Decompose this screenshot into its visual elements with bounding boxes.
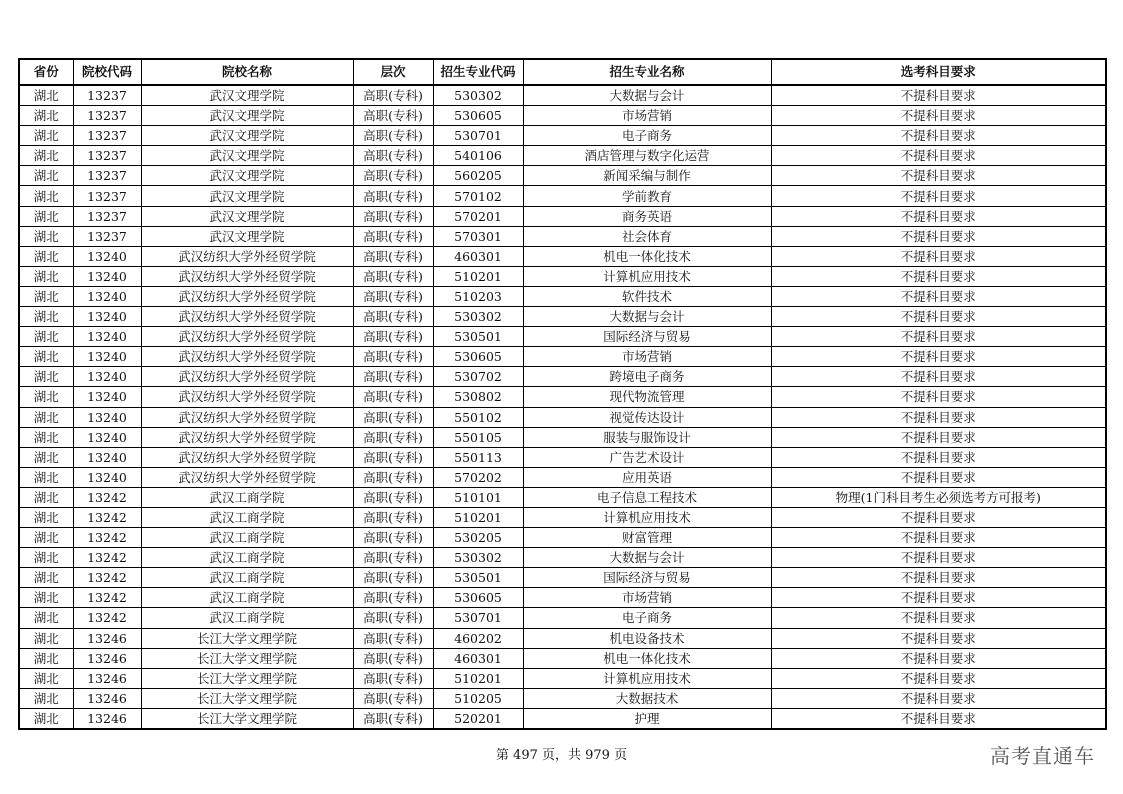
cell-province: 湖北: [19, 327, 73, 347]
cell-province: 湖北: [19, 407, 73, 427]
cell-province: 湖北: [19, 367, 73, 387]
cell-major-code: 530302: [433, 548, 523, 568]
cell-province: 湖北: [19, 588, 73, 608]
cell-major-code: 550113: [433, 447, 523, 467]
cell-level: 高职(专科): [353, 548, 433, 568]
cell-major-name: 电子商务: [523, 126, 771, 146]
page-number: 第 497 页，共 979 页: [495, 748, 628, 763]
cell-level: 高职(专科): [353, 367, 433, 387]
cell-major-name: 软件技术: [523, 286, 771, 306]
cell-major-name: 服装与服饰设计: [523, 427, 771, 447]
cell-level: 高职(专科): [353, 467, 433, 487]
table-row: [19, 367, 1106, 387]
cell-level: 高职(专科): [353, 347, 433, 367]
cell-school-name: 武汉纺织大学外经贸学院: [141, 387, 353, 407]
cell-major-code: 510201: [433, 668, 523, 688]
cell-major-name: 财富管理: [523, 528, 771, 548]
cell-subject-requirement: 不提科目要求: [771, 106, 1106, 126]
cell-major-code: 510201: [433, 266, 523, 286]
table-row: [19, 106, 1106, 126]
cell-major-code: 530605: [433, 106, 523, 126]
cell-school-code: 13240: [73, 387, 141, 407]
cell-level: 高职(专科): [353, 307, 433, 327]
cell-subject-requirement: 不提科目要求: [771, 708, 1106, 729]
cell-province: 湖北: [19, 347, 73, 367]
cell-major-name: 机电一体化技术: [523, 648, 771, 668]
cell-school-name: 武汉文理学院: [141, 126, 353, 146]
cell-school-code: 13242: [73, 487, 141, 507]
cell-school-name: 武汉工商学院: [141, 588, 353, 608]
cell-province: 湖北: [19, 427, 73, 447]
admission-table: [18, 58, 1107, 730]
cell-major-name: 跨境电子商务: [523, 367, 771, 387]
cell-school-name: 武汉文理学院: [141, 146, 353, 166]
cell-subject-requirement: 不提科目要求: [771, 628, 1106, 648]
cell-school-name: 武汉文理学院: [141, 106, 353, 126]
cell-school-name: 武汉文理学院: [141, 226, 353, 246]
cell-subject-requirement: 不提科目要求: [771, 447, 1106, 467]
header-school-code: 院校代码: [73, 59, 141, 85]
cell-major-code: 460202: [433, 628, 523, 648]
table-row: [19, 708, 1106, 729]
table-row: [19, 206, 1106, 226]
cell-major-name: 大数据与会计: [523, 548, 771, 568]
cell-school-name: 武汉纺织大学外经贸学院: [141, 347, 353, 367]
cell-subject-requirement: 不提科目要求: [771, 568, 1106, 588]
table-row: [19, 387, 1106, 407]
cell-school-name: 武汉文理学院: [141, 186, 353, 206]
table-row: [19, 648, 1106, 668]
cell-level: 高职(专科): [353, 166, 433, 186]
cell-school-code: 13237: [73, 106, 141, 126]
cell-major-name: 学前教育: [523, 186, 771, 206]
cell-school-name: 武汉纺织大学外经贸学院: [141, 307, 353, 327]
cell-subject-requirement: 不提科目要求: [771, 126, 1106, 146]
table-row: [19, 507, 1106, 527]
cell-province: 湖北: [19, 628, 73, 648]
cell-school-name: 武汉工商学院: [141, 568, 353, 588]
cell-major-name: 商务英语: [523, 206, 771, 226]
cell-major-name: 计算机应用技术: [523, 668, 771, 688]
cell-province: 湖北: [19, 266, 73, 286]
cell-level: 高职(专科): [353, 447, 433, 467]
cell-school-name: 武汉纺织大学外经贸学院: [141, 407, 353, 427]
header-major-name: 招生专业名称: [523, 59, 771, 85]
cell-school-name: 武汉文理学院: [141, 166, 353, 186]
cell-level: 高职(专科): [353, 106, 433, 126]
cell-major-code: 530802: [433, 387, 523, 407]
cell-province: 湖北: [19, 166, 73, 186]
cell-school-code: 13237: [73, 146, 141, 166]
cell-major-name: 国际经济与贸易: [523, 568, 771, 588]
cell-major-code: 530701: [433, 608, 523, 628]
cell-level: 高职(专科): [353, 608, 433, 628]
cell-subject-requirement: 不提科目要求: [771, 608, 1106, 628]
cell-subject-requirement: 不提科目要求: [771, 507, 1106, 527]
cell-subject-requirement: 不提科目要求: [771, 85, 1106, 106]
cell-school-code: 13237: [73, 126, 141, 146]
cell-school-code: 13237: [73, 206, 141, 226]
cell-school-name: 长江大学文理学院: [141, 668, 353, 688]
table-row: [19, 608, 1106, 628]
cell-province: 湖北: [19, 487, 73, 507]
cell-level: 高职(专科): [353, 85, 433, 106]
cell-school-code: 13242: [73, 548, 141, 568]
cell-major-code: 510101: [433, 487, 523, 507]
cell-subject-requirement: 不提科目要求: [771, 307, 1106, 327]
table-row: [19, 427, 1106, 447]
cell-major-name: 计算机应用技术: [523, 507, 771, 527]
cell-subject-requirement: 不提科目要求: [771, 206, 1106, 226]
table-row: [19, 688, 1106, 708]
cell-subject-requirement: 不提科目要求: [771, 648, 1106, 668]
cell-province: 湖北: [19, 186, 73, 206]
table-row: [19, 186, 1106, 206]
cell-school-code: 13237: [73, 85, 141, 106]
cell-subject-requirement: 不提科目要求: [771, 327, 1106, 347]
cell-school-code: 13242: [73, 507, 141, 527]
cell-major-code: 550105: [433, 427, 523, 447]
cell-major-code: 540106: [433, 146, 523, 166]
cell-school-name: 武汉纺织大学外经贸学院: [141, 447, 353, 467]
table-row: [19, 307, 1106, 327]
table-row: [19, 226, 1106, 246]
cell-major-name: 市场营销: [523, 588, 771, 608]
cell-school-name: 武汉文理学院: [141, 206, 353, 226]
cell-province: 湖北: [19, 568, 73, 588]
cell-province: 湖北: [19, 548, 73, 568]
cell-school-code: 13240: [73, 407, 141, 427]
cell-level: 高职(专科): [353, 487, 433, 507]
cell-major-name: 市场营销: [523, 106, 771, 126]
cell-major-name: 新闻采编与制作: [523, 166, 771, 186]
cell-subject-requirement: 不提科目要求: [771, 226, 1106, 246]
cell-major-code: 530605: [433, 588, 523, 608]
cell-school-code: 13240: [73, 347, 141, 367]
cell-school-name: 武汉纺织大学外经贸学院: [141, 427, 353, 447]
table-row: [19, 668, 1106, 688]
cell-level: 高职(专科): [353, 528, 433, 548]
cell-province: 湖北: [19, 668, 73, 688]
cell-major-name: 大数据与会计: [523, 307, 771, 327]
cell-major-name: 市场营销: [523, 347, 771, 367]
cell-school-code: 13246: [73, 708, 141, 729]
cell-level: 高职(专科): [353, 146, 433, 166]
table-row: [19, 568, 1106, 588]
header-level: 层次: [353, 59, 433, 85]
cell-subject-requirement: 不提科目要求: [771, 427, 1106, 447]
cell-province: 湖北: [19, 387, 73, 407]
cell-subject-requirement: 不提科目要求: [771, 367, 1106, 387]
cell-province: 湖北: [19, 307, 73, 327]
cell-major-name: 酒店管理与数字化运营: [523, 146, 771, 166]
cell-major-name: 社会体育: [523, 226, 771, 246]
cell-school-name: 武汉工商学院: [141, 608, 353, 628]
cell-subject-requirement: 不提科目要求: [771, 407, 1106, 427]
cell-school-code: 13242: [73, 608, 141, 628]
cell-subject-requirement: 不提科目要求: [771, 467, 1106, 487]
cell-school-code: 13240: [73, 286, 141, 306]
cell-province: 湖北: [19, 467, 73, 487]
cell-major-code: 550102: [433, 407, 523, 427]
cell-school-code: 13242: [73, 588, 141, 608]
cell-level: 高职(专科): [353, 186, 433, 206]
cell-school-code: 13242: [73, 568, 141, 588]
cell-level: 高职(专科): [353, 246, 433, 266]
cell-school-name: 长江大学文理学院: [141, 688, 353, 708]
cell-province: 湖北: [19, 507, 73, 527]
cell-major-code: 530501: [433, 327, 523, 347]
cell-major-name: 计算机应用技术: [523, 266, 771, 286]
cell-major-code: 460301: [433, 648, 523, 668]
cell-level: 高职(专科): [353, 668, 433, 688]
cell-province: 湖北: [19, 688, 73, 708]
cell-major-name: 应用英语: [523, 467, 771, 487]
cell-major-code: 570102: [433, 186, 523, 206]
table-row: [19, 246, 1106, 266]
cell-major-name: 广告艺术设计: [523, 447, 771, 467]
cell-province: 湖北: [19, 126, 73, 146]
cell-school-name: 武汉纺织大学外经贸学院: [141, 367, 353, 387]
cell-major-name: 机电设备技术: [523, 628, 771, 648]
cell-subject-requirement: 物理(1门科目考生必须选考方可报考): [771, 487, 1106, 507]
table-row: [19, 548, 1106, 568]
cell-school-name: 武汉纺织大学外经贸学院: [141, 266, 353, 286]
cell-province: 湖北: [19, 206, 73, 226]
cell-level: 高职(专科): [353, 327, 433, 347]
table-row: [19, 467, 1106, 487]
cell-level: 高职(专科): [353, 427, 433, 447]
cell-school-code: 13240: [73, 467, 141, 487]
cell-province: 湖北: [19, 226, 73, 246]
table-row: [19, 407, 1106, 427]
cell-major-name: 视觉传达设计: [523, 407, 771, 427]
cell-subject-requirement: 不提科目要求: [771, 186, 1106, 206]
cell-province: 湖北: [19, 648, 73, 668]
cell-province: 湖北: [19, 85, 73, 106]
cell-level: 高职(专科): [353, 407, 433, 427]
cell-major-code: 560205: [433, 166, 523, 186]
cell-major-code: 530702: [433, 367, 523, 387]
cell-level: 高职(专科): [353, 708, 433, 729]
cell-school-name: 武汉文理学院: [141, 85, 353, 106]
cell-major-name: 机电一体化技术: [523, 246, 771, 266]
cell-province: 湖北: [19, 246, 73, 266]
cell-major-code: 570301: [433, 226, 523, 246]
cell-major-code: 460301: [433, 246, 523, 266]
cell-major-name: 电子商务: [523, 608, 771, 628]
cell-major-code: 530302: [433, 85, 523, 106]
cell-major-code: 510201: [433, 507, 523, 527]
cell-school-code: 13240: [73, 367, 141, 387]
cell-major-name: 现代物流管理: [523, 387, 771, 407]
cell-school-code: 13240: [73, 427, 141, 447]
header-school-name: 院校名称: [141, 59, 353, 85]
cell-subject-requirement: 不提科目要求: [771, 286, 1106, 306]
cell-school-name: 武汉纺织大学外经贸学院: [141, 246, 353, 266]
cell-major-name: 大数据与会计: [523, 85, 771, 106]
cell-school-name: 长江大学文理学院: [141, 648, 353, 668]
cell-major-code: 520201: [433, 708, 523, 729]
cell-province: 湖北: [19, 106, 73, 126]
table-row: [19, 286, 1106, 306]
cell-major-code: 530205: [433, 528, 523, 548]
cell-level: 高职(专科): [353, 688, 433, 708]
cell-level: 高职(专科): [353, 588, 433, 608]
cell-subject-requirement: 不提科目要求: [771, 548, 1106, 568]
cell-major-name: 电子信息工程技术: [523, 487, 771, 507]
cell-level: 高职(专科): [353, 126, 433, 146]
table-row: [19, 528, 1106, 548]
cell-province: 湖北: [19, 447, 73, 467]
cell-province: 湖北: [19, 608, 73, 628]
cell-province: 湖北: [19, 286, 73, 306]
cell-major-code: 510203: [433, 286, 523, 306]
cell-subject-requirement: 不提科目要求: [771, 588, 1106, 608]
cell-school-name: 武汉纺织大学外经贸学院: [141, 467, 353, 487]
cell-major-code: 530501: [433, 568, 523, 588]
cell-subject-requirement: 不提科目要求: [771, 528, 1106, 548]
cell-subject-requirement: 不提科目要求: [771, 347, 1106, 367]
cell-level: 高职(专科): [353, 648, 433, 668]
cell-school-code: 13246: [73, 648, 141, 668]
cell-school-name: 武汉工商学院: [141, 548, 353, 568]
cell-school-code: 13237: [73, 226, 141, 246]
cell-school-name: 武汉纺织大学外经贸学院: [141, 286, 353, 306]
cell-level: 高职(专科): [353, 286, 433, 306]
cell-subject-requirement: 不提科目要求: [771, 688, 1106, 708]
cell-school-code: 13240: [73, 447, 141, 467]
cell-school-code: 13240: [73, 307, 141, 327]
cell-school-name: 武汉纺织大学外经贸学院: [141, 327, 353, 347]
header-major-code: 招生专业代码: [433, 59, 523, 85]
watermark-logo-text: 高考直通车: [990, 744, 1095, 768]
cell-major-code: 530701: [433, 126, 523, 146]
cell-major-name: 国际经济与贸易: [523, 327, 771, 347]
table-row: [19, 347, 1106, 367]
cell-subject-requirement: 不提科目要求: [771, 246, 1106, 266]
cell-school-name: 长江大学文理学院: [141, 628, 353, 648]
table-row: [19, 266, 1106, 286]
cell-school-code: 13240: [73, 246, 141, 266]
cell-school-code: 13242: [73, 528, 141, 548]
cell-level: 高职(专科): [353, 206, 433, 226]
cell-level: 高职(专科): [353, 628, 433, 648]
cell-subject-requirement: 不提科目要求: [771, 668, 1106, 688]
table-row: [19, 166, 1106, 186]
cell-level: 高职(专科): [353, 568, 433, 588]
table-row: [19, 588, 1106, 608]
cell-province: 湖北: [19, 146, 73, 166]
cell-subject-requirement: 不提科目要求: [771, 146, 1106, 166]
cell-school-name: 武汉工商学院: [141, 507, 353, 527]
header-subject-requirement: 选考科目要求: [771, 59, 1106, 85]
cell-major-code: 510205: [433, 688, 523, 708]
table-row: [19, 628, 1106, 648]
table-row: [19, 487, 1106, 507]
table-header-row: [19, 59, 1106, 85]
cell-school-code: 13246: [73, 628, 141, 648]
cell-province: 湖北: [19, 708, 73, 729]
cell-school-code: 13237: [73, 166, 141, 186]
cell-school-code: 13246: [73, 688, 141, 708]
cell-major-code: 530302: [433, 307, 523, 327]
cell-level: 高职(专科): [353, 226, 433, 246]
table-row: [19, 327, 1106, 347]
header-province: 省份: [19, 59, 73, 85]
cell-major-name: 大数据技术: [523, 688, 771, 708]
cell-subject-requirement: 不提科目要求: [771, 387, 1106, 407]
cell-major-name: 护理: [523, 708, 771, 729]
cell-major-code: 570202: [433, 467, 523, 487]
cell-major-code: 570201: [433, 206, 523, 226]
cell-major-code: 530605: [433, 347, 523, 367]
cell-province: 湖北: [19, 528, 73, 548]
table-row: [19, 447, 1106, 467]
cell-level: 高职(专科): [353, 266, 433, 286]
cell-school-name: 长江大学文理学院: [141, 708, 353, 729]
cell-subject-requirement: 不提科目要求: [771, 166, 1106, 186]
cell-level: 高职(专科): [353, 387, 433, 407]
cell-school-name: 武汉工商学院: [141, 487, 353, 507]
cell-school-name: 武汉工商学院: [141, 528, 353, 548]
table-row: [19, 146, 1106, 166]
table-row: [19, 126, 1106, 146]
cell-school-code: 13240: [73, 266, 141, 286]
cell-subject-requirement: 不提科目要求: [771, 266, 1106, 286]
table-row: [19, 85, 1106, 106]
cell-school-code: 13246: [73, 668, 141, 688]
cell-school-code: 13237: [73, 186, 141, 206]
cell-level: 高职(专科): [353, 507, 433, 527]
cell-school-code: 13240: [73, 327, 141, 347]
